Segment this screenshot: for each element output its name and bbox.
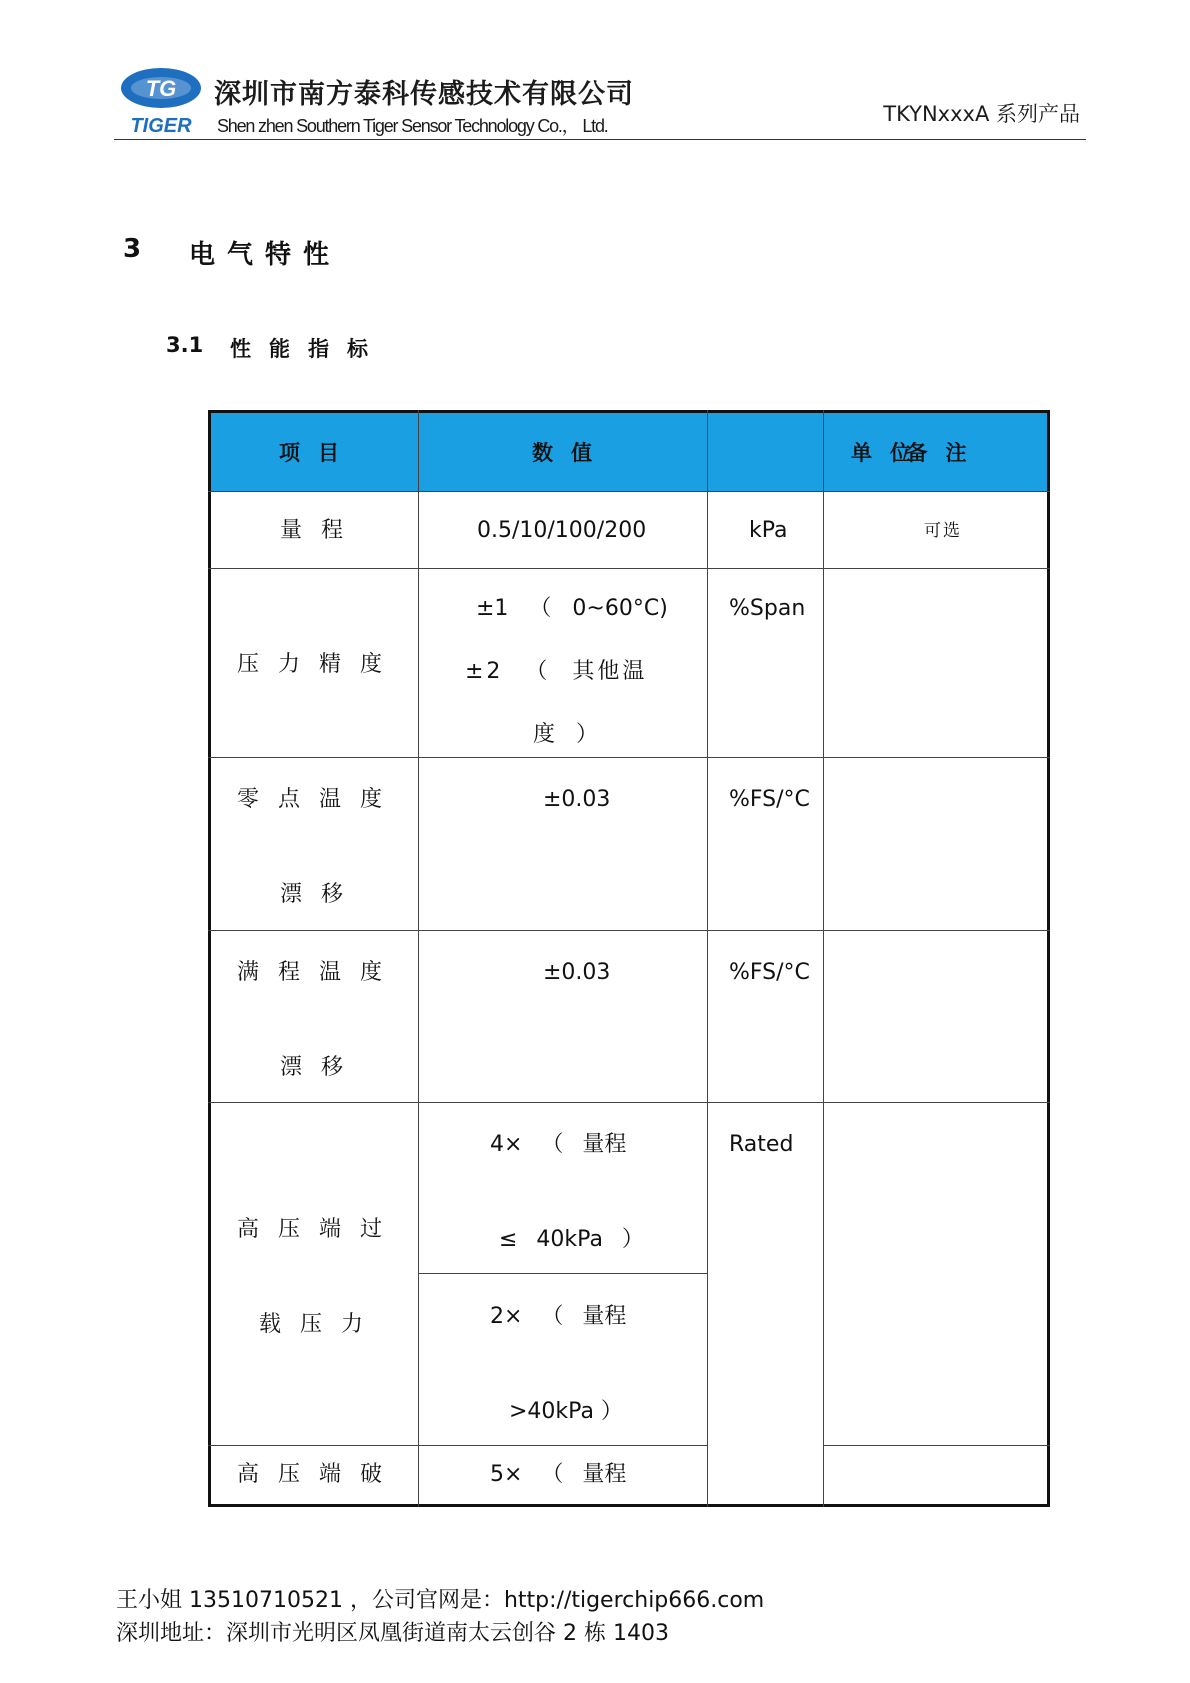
range-note: 可选 [924, 521, 962, 541]
logo-bottom-text: TIGER [130, 115, 192, 137]
accuracy-value-1: ±1 （ 0~60°C) [476, 596, 668, 621]
span-drift-value: ±0.03 [543, 960, 611, 985]
overload-value-a1: 4× （ 量程 [490, 1132, 627, 1157]
zero-drift-value: ±0.03 [543, 787, 611, 812]
burst-value: 5× （ 量程 [490, 1462, 627, 1487]
header-unit: 单位 [851, 441, 929, 465]
burst-item: 高压端破 [237, 1462, 402, 1487]
row-divider-5-left [208, 1445, 708, 1446]
row-divider-5-right [823, 1445, 1050, 1446]
col-divider-1 [418, 410, 419, 1507]
accuracy-unit: %Span [729, 596, 806, 621]
performance-table [208, 410, 1050, 1507]
footer-contact: 王小姐 13510710521 ，公司官网是：http://tigerchip666.com [116, 1588, 765, 1613]
table-border-left [208, 410, 211, 1507]
header-item: 项目 [279, 441, 357, 465]
range-value: 0.5/10/100/200 [477, 518, 647, 543]
accuracy-value-2a: ±2 （ 其他温 [465, 659, 648, 684]
overload-item-2: 载压力 [259, 1312, 383, 1337]
row-divider-1 [208, 568, 1050, 569]
overload-value-b1: 2× （ 量程 [490, 1304, 627, 1329]
table-border-right [1047, 410, 1050, 1507]
company-name-cn: 深圳市南方泰科传感技术有限公司 [214, 79, 634, 110]
tiger-logo [118, 66, 204, 138]
col-divider-3 [823, 410, 824, 1507]
product-series: TKYNxxxA 系列产品 [883, 102, 1080, 126]
row-divider-overload-split [418, 1273, 708, 1274]
section-title: 电气特性 [189, 240, 342, 270]
subsection-number: 3.1 [166, 333, 204, 357]
span-drift-unit: %FS/°C [729, 960, 810, 985]
span-drift-item-1: 满程温度 [237, 960, 402, 985]
footer-address: 深圳地址：深圳市光明区凤凰街道南太云创谷 2 栋 1403 [116, 1621, 669, 1646]
logo-top-text: TG [145, 76, 177, 101]
overload-unit: Rated [729, 1132, 794, 1157]
zero-drift-item-1: 零点温度 [237, 787, 402, 812]
range-unit: kPa [749, 518, 788, 543]
accuracy-item: 压力精度 [237, 652, 402, 677]
zero-drift-unit: %FS/°C [729, 787, 810, 812]
section-number: 3 [123, 234, 142, 264]
overload-value-a2: ≤ 40kPa ） [499, 1227, 644, 1252]
span-drift-item-2: 漂移 [280, 1055, 363, 1080]
row-divider-2 [208, 757, 1050, 758]
row-divider-4 [208, 1102, 1050, 1103]
header-value: 数值 [532, 441, 610, 465]
row-divider-3 [208, 930, 1050, 931]
header-divider [114, 139, 1086, 140]
range-item: 量程 [280, 518, 363, 543]
subsection-title: 性能指标 [230, 337, 386, 361]
company-name-en: Shen zhen Southern Tiger Sensor Technology Co.， Ltd. [217, 116, 608, 136]
overload-item-1: 高压端过 [237, 1217, 402, 1242]
accuracy-value-2b: 度 ） [533, 722, 598, 747]
zero-drift-item-2: 漂移 [280, 882, 363, 907]
overload-value-b2: >40kPa ） [509, 1399, 623, 1424]
table-border-bottom [208, 1504, 1050, 1507]
header-note: 备注 [906, 441, 985, 465]
col-divider-2 [707, 410, 708, 1507]
